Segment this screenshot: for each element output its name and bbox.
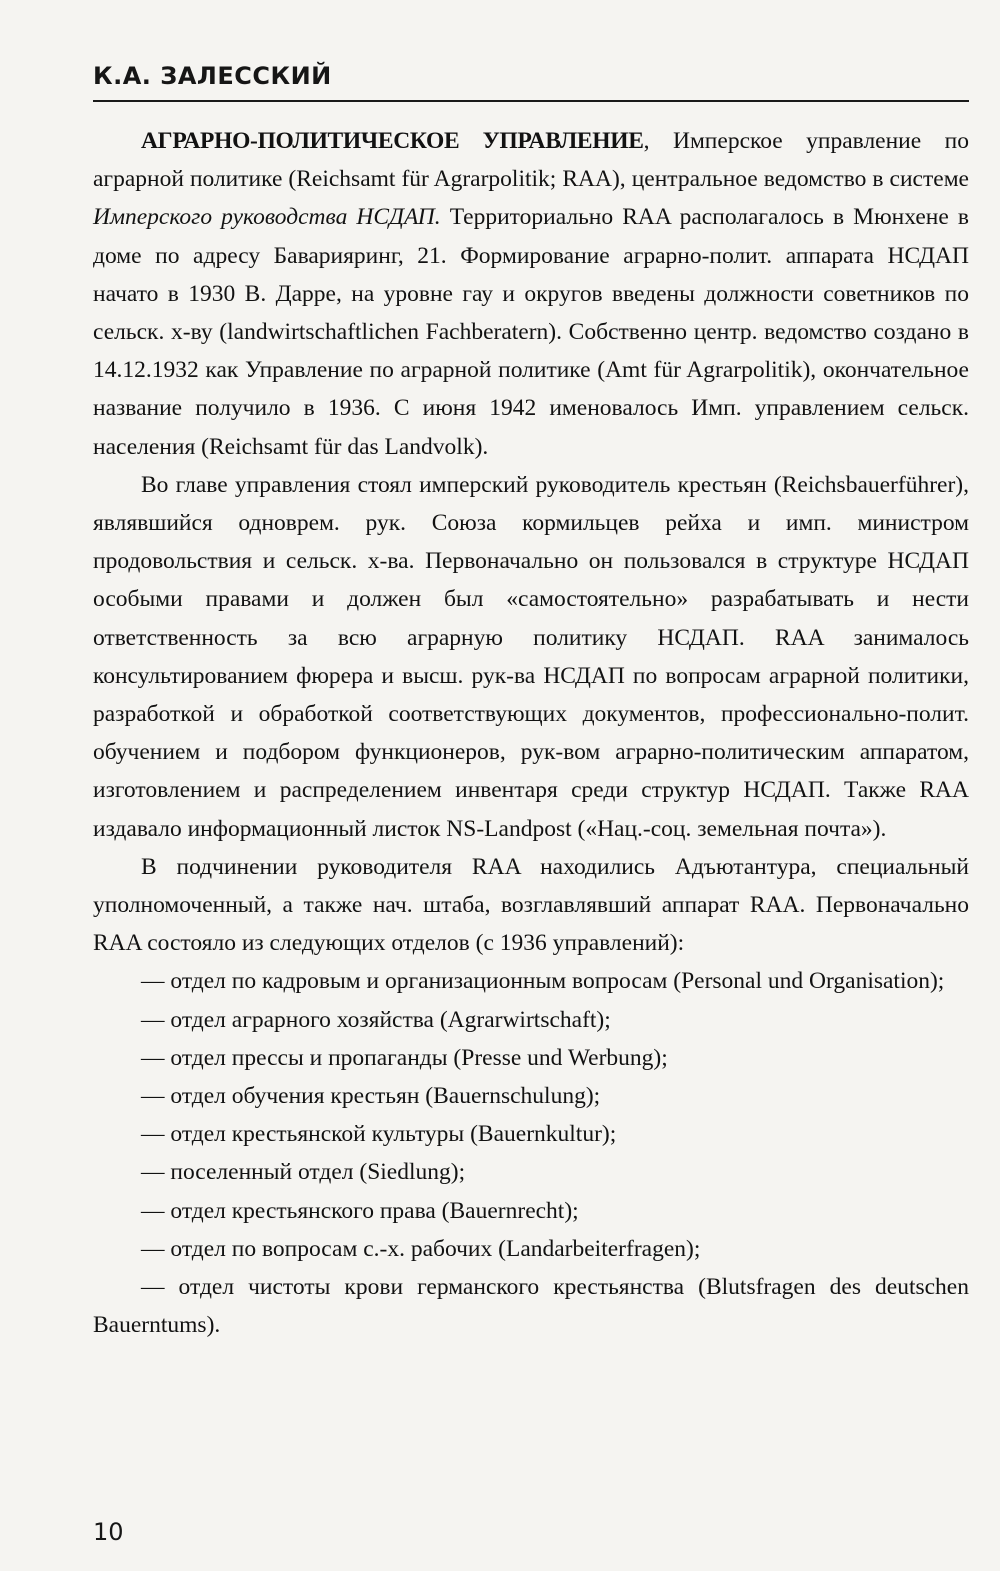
entry-paragraph-1 [93,122,969,466]
department-item: — отдел крестьянской культуры (Bauernkultur); [141,1121,617,1148]
department-item: — отдел по кадровым и организационным вопросам (Personal und Organisation); [141,968,945,995]
entry-body [93,122,969,1345]
entry-paragraph-1-rest: Территориально RAA располагалось в Мюнхене в доме по адресу Баварияринг, 21. Формирование аграрно-полит. аппарата НСДАП начато в 1930 В. Дарре, на уровне гау и округов введены должности советников по сельск. х-ву (landwirtschaftlichen Fachberatern). Собственно центр. ведомство создано в 14.12.1932 как Управление по аграрной политике (Amt für Agrarpolitik), окончательное название получило в 1936. С июня 1942 именовалось Имп. управлением сельск. населения (Reichsamt für das Landvolk). [93,204,969,460]
entry-cross-reference: Имперского руководства НСДАП. [93,204,441,231]
department-item: — отдел прессы и пропаганды (Presse und Werbung); [141,1044,668,1071]
department-item: — отдел по вопросам с.-х. рабочих (Landarbeiterfragen); [141,1235,701,1262]
entry-paragraph-1-lead: , Имперское управление по аграрной политике (Reichsamt für Agrarpolitik; RAA), центральное ведомство в системе [93,128,969,193]
department-item: — отдел аграрного хозяйства (Agrarwirtschaft); [141,1006,611,1033]
department-item: — отдел обучения крестьян (Bauernschulung); [141,1083,601,1110]
running-head-author: К.А. ЗАЛЕССКИЙ [93,62,332,90]
department-item: — поселенный отдел (Siedlung); [141,1159,466,1186]
entry-paragraph-2: Во главе управления стоял имперский руководитель крестьян (Reichsbauerführer), являвшийся одноврем. рук. Союза кормильцев рейха и имп. министром продовольствия и сельск. х-ва. Первоначально он пользовался в структуре НСДАП особыми правами и должен был «самостоятельно» разрабатывать и нести ответственность за всю аграрную политику НСДАП. RAA занималось консультированием фюрера и высш. рук-ва НСДАП по вопросам аграрной политики, разработкой и обработкой соответствующих документов, профессионально-полит. обучением и подбором функционеров, рук-вом аграрно-политическим аппаратом, изготовлением и распределением инвентаря среди структур НСДАП. Также RAA издавало информационный листок NS-Landpost («Нац.-соц. земельная почта»). [93,471,969,842]
department-list [93,962,969,1344]
department-item: — отдел чистоты крови германского крестьянства (Blutsfragen des deutschen Bauerntums). [93,1274,969,1339]
department-item: — отдел крестьянского права (Bauernrecht); [141,1197,579,1224]
running-head [93,58,969,102]
entry-heading: АГРАРНО-ПОЛИТИЧЕСКОЕ УПРАВЛЕНИЕ [141,128,644,154]
entry-paragraph-3: В подчинении руководителя RAA находились Адъютантура, специальный уполномоченный, а также нач. штаба, возглавлявший аппарат RAA. Первоначально RAA состояло из следующих отделов (с 1936 управлений): [93,853,969,957]
page-number: 10 [93,1518,124,1546]
